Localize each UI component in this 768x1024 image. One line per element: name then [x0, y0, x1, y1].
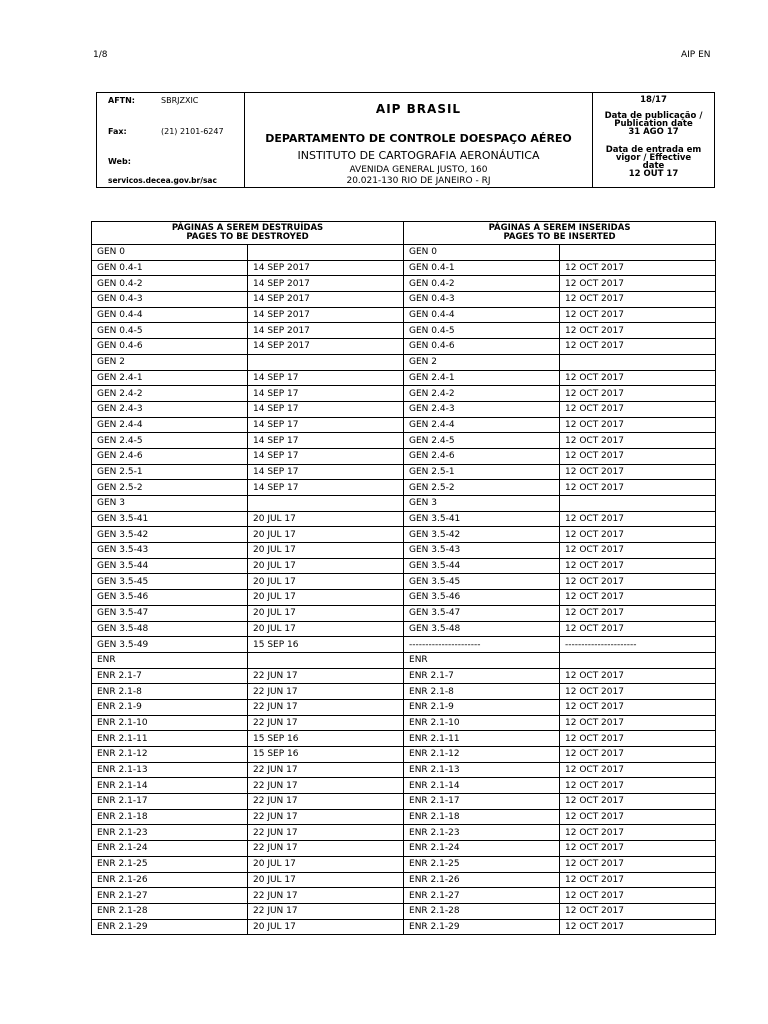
table-row: [92, 401, 716, 417]
destroyed-page-cell: GEN 2.5-2: [92, 480, 248, 496]
destroyed-page-cell: GEN 2.4-2: [92, 386, 248, 402]
table-row: [92, 684, 716, 700]
table-row: [92, 668, 716, 684]
inserted-page-cell: ENR 2.1-24: [404, 841, 560, 857]
destroyed-page-cell: GEN 0.4-4: [92, 307, 248, 323]
publication-date-label-2: Publication date: [614, 119, 693, 129]
inserted-date-cell: 12 OCT 2017: [560, 307, 716, 323]
table-row: [92, 260, 716, 276]
inserted-date-cell: 12 OCT 2017: [560, 590, 716, 606]
destroyed-date-cell: 15 SEP 16: [248, 731, 404, 747]
inserted-page-cell: GEN 3.5-46: [404, 590, 560, 606]
table-row: [92, 323, 716, 339]
destroyed-date-cell: 20 JUL 17: [248, 511, 404, 527]
web-label: Web:: [108, 157, 131, 166]
inserted-page-cell: ENR 2.1-13: [404, 762, 560, 778]
inserted-page-cell: GEN 3.5-45: [404, 574, 560, 590]
table-row: [92, 527, 716, 543]
address-line-2: 20.021-130 RIO DE JANEIRO - RJ: [346, 176, 491, 186]
table-row: [92, 652, 716, 668]
inserted-page-cell: GEN 0.4-1: [404, 260, 560, 276]
inserted-date-cell: 12 OCT 2017: [560, 715, 716, 731]
inserted-date-cell: 12 OCT 2017: [560, 574, 716, 590]
inserted-page-cell: ENR 2.1-23: [404, 825, 560, 841]
destroyed-page-cell: GEN 2.5-1: [92, 464, 248, 480]
table-row: [92, 558, 716, 574]
destroyed-date-cell: 22 JUN 17: [248, 794, 404, 810]
effective-date-label-2: vigor / Effective: [615, 153, 692, 163]
destroyed-date-cell: 14 SEP 2017: [248, 292, 404, 308]
destroyed-date-cell: 22 JUN 17: [248, 762, 404, 778]
destroyed-page-cell: GEN 3: [92, 496, 248, 512]
table-row: [92, 370, 716, 386]
destroyed-date-cell: 14 SEP 17: [248, 417, 404, 433]
table-row: [92, 778, 716, 794]
destroyed-page-cell: GEN 0.4-2: [92, 276, 248, 292]
destroyed-page-cell: GEN 2.4-5: [92, 433, 248, 449]
destroyed-page-cell: ENR 2.1-9: [92, 699, 248, 715]
inserted-date-cell: 12 OCT 2017: [560, 433, 716, 449]
inserted-date-cell: 12 OCT 2017: [560, 527, 716, 543]
inserted-pages-header: [404, 222, 716, 245]
destroyed-page-cell: ENR 2.1-11: [92, 731, 248, 747]
inserted-page-cell: GEN 2.4-2: [404, 386, 560, 402]
inserted-date-cell: [560, 496, 716, 512]
inserted-page-cell: ENR 2.1-10: [404, 715, 560, 731]
table-row: [92, 825, 716, 841]
destroyed-date-cell: 14 SEP 17: [248, 401, 404, 417]
destroyed-date-cell: 14 SEP 2017: [248, 276, 404, 292]
effective-date-label-1: Data de entrada em: [605, 145, 702, 155]
table-row: [92, 433, 716, 449]
destroyed-date-cell: 22 JUN 17: [248, 809, 404, 825]
destroyed-date-cell: 22 JUN 17: [248, 888, 404, 904]
destroyed-page-cell: ENR 2.1-17: [92, 794, 248, 810]
inserted-page-cell: ENR 2.1-26: [404, 872, 560, 888]
destroyed-page-cell: GEN 2.4-6: [92, 448, 248, 464]
inserted-page-cell: GEN 3.5-43: [404, 543, 560, 559]
inserted-date-cell: 12 OCT 2017: [560, 903, 716, 919]
inserted-date-cell: 12 OCT 2017: [560, 668, 716, 684]
destroyed-page-cell: GEN 3.5-49: [92, 637, 248, 653]
inserted-page-cell: GEN 0.4-4: [404, 307, 560, 323]
destroyed-page-cell: ENR 2.1-13: [92, 762, 248, 778]
inserted-page-cell: ENR: [404, 652, 560, 668]
destroyed-page-cell: GEN 3.5-44: [92, 558, 248, 574]
table-row: [92, 841, 716, 857]
destroyed-date-cell: 22 JUN 17: [248, 715, 404, 731]
destroyed-date-cell: 20 JUL 17: [248, 543, 404, 559]
inserted-date-cell: [560, 354, 716, 370]
inserted-page-cell: GEN 3.5-48: [404, 621, 560, 637]
destroyed-header-en: PAGES TO BE DESTROYED: [186, 232, 309, 242]
inserted-date-cell: 12 OCT 2017: [560, 794, 716, 810]
effective-date-label-3: date: [642, 161, 665, 171]
inserted-date-cell: 12 OCT 2017: [560, 401, 716, 417]
inserted-page-cell: GEN 3.5-47: [404, 605, 560, 621]
inserted-date-cell: 12 OCT 2017: [560, 841, 716, 857]
table-row: [92, 417, 716, 433]
inserted-date-cell: [560, 245, 716, 261]
table-row: [92, 354, 716, 370]
table-row: [92, 794, 716, 810]
inserted-page-cell: GEN 0.4-6: [404, 339, 560, 355]
table-row: [92, 809, 716, 825]
table-body: [92, 245, 716, 935]
table-row: [92, 903, 716, 919]
destroyed-page-cell: GEN 3.5-43: [92, 543, 248, 559]
destroyed-date-cell: 20 JUL 17: [248, 558, 404, 574]
inserted-date-cell: 12 OCT 2017: [560, 747, 716, 763]
destroyed-date-cell: 22 JUN 17: [248, 699, 404, 715]
table-header-row: [92, 222, 716, 245]
inserted-page-cell: GEN 2.4-3: [404, 401, 560, 417]
destroyed-date-cell: 22 JUN 17: [248, 841, 404, 857]
effective-date: 12 OUT 17: [628, 169, 679, 179]
destroyed-page-cell: ENR 2.1-10: [92, 715, 248, 731]
destroyed-date-cell: 20 JUL 17: [248, 605, 404, 621]
contact-panel: [97, 93, 245, 187]
table-row: [92, 543, 716, 559]
inserted-date-cell: 12 OCT 2017: [560, 825, 716, 841]
destroyed-page-cell: GEN 0.4-5: [92, 323, 248, 339]
inserted-date-cell: ----------------------: [560, 637, 716, 653]
destroyed-date-cell: 22 JUN 17: [248, 668, 404, 684]
table-row: [92, 715, 716, 731]
table-row: [92, 919, 716, 935]
inserted-date-cell: 12 OCT 2017: [560, 699, 716, 715]
inserted-page-cell: GEN 2: [404, 354, 560, 370]
destroyed-date-cell: 14 SEP 2017: [248, 339, 404, 355]
destroyed-page-cell: GEN 2.4-3: [92, 401, 248, 417]
destroyed-page-cell: ENR 2.1-18: [92, 809, 248, 825]
inserted-page-cell: ENR 2.1-29: [404, 919, 560, 935]
destroyed-page-cell: GEN 2: [92, 354, 248, 370]
destroyed-page-cell: GEN 3.5-48: [92, 621, 248, 637]
inserted-date-cell: 12 OCT 2017: [560, 543, 716, 559]
table-row: [92, 731, 716, 747]
inserted-page-cell: ENR 2.1-25: [404, 856, 560, 872]
inserted-date-cell: 12 OCT 2017: [560, 762, 716, 778]
destroyed-date-cell: 14 SEP 2017: [248, 323, 404, 339]
table-row: [92, 276, 716, 292]
inserted-page-cell: ENR 2.1-8: [404, 684, 560, 700]
table-row: [92, 511, 716, 527]
destroyed-date-cell: 20 JUL 17: [248, 590, 404, 606]
inserted-date-cell: 12 OCT 2017: [560, 558, 716, 574]
dates-panel: [593, 93, 714, 187]
table-row: [92, 496, 716, 512]
destroyed-page-cell: ENR: [92, 652, 248, 668]
destroyed-date-cell: 14 SEP 2017: [248, 307, 404, 323]
inserted-page-cell: ENR 2.1-14: [404, 778, 560, 794]
publication-title: AIP BRASIL: [375, 102, 462, 116]
inserted-page-cell: GEN 2.4-6: [404, 448, 560, 464]
destroyed-page-cell: GEN 3.5-41: [92, 511, 248, 527]
destroyed-date-cell: 20 JUL 17: [248, 527, 404, 543]
table-row: [92, 292, 716, 308]
inserted-header-pt: PÁGINAS A SEREM INSERIDAS: [488, 222, 631, 233]
destroyed-date-cell: 20 JUL 17: [248, 574, 404, 590]
inserted-page-cell: GEN 3.5-41: [404, 511, 560, 527]
inserted-date-cell: 12 OCT 2017: [560, 417, 716, 433]
destroyed-page-cell: ENR 2.1-27: [92, 888, 248, 904]
destroyed-date-cell: 15 SEP 16: [248, 747, 404, 763]
destroyed-date-cell: 14 SEP 17: [248, 386, 404, 402]
table-row: [92, 699, 716, 715]
inserted-date-cell: 12 OCT 2017: [560, 684, 716, 700]
inserted-page-cell: ENR 2.1-17: [404, 794, 560, 810]
destroyed-date-cell: 15 SEP 16: [248, 637, 404, 653]
inserted-page-cell: GEN 0: [404, 245, 560, 261]
aftn-label: AFTN:: [108, 96, 136, 105]
inserted-page-cell: GEN 3.5-42: [404, 527, 560, 543]
table-row: [92, 872, 716, 888]
inserted-header-en: PAGES TO BE INSERTED: [503, 232, 616, 242]
destroyed-page-cell: ENR 2.1-12: [92, 747, 248, 763]
destroyed-page-cell: ENR 2.1-7: [92, 668, 248, 684]
inserted-page-cell: GEN 2.5-2: [404, 480, 560, 496]
inserted-page-cell: GEN 0.4-5: [404, 323, 560, 339]
table-row: [92, 856, 716, 872]
destroyed-page-cell: ENR 2.1-29: [92, 919, 248, 935]
destroyed-date-cell: 22 JUN 17: [248, 684, 404, 700]
table-row: [92, 621, 716, 637]
inserted-page-cell: ENR 2.1-7: [404, 668, 560, 684]
inserted-date-cell: 12 OCT 2017: [560, 370, 716, 386]
destroyed-page-cell: GEN 2.4-4: [92, 417, 248, 433]
destroyed-date-cell: 14 SEP 17: [248, 464, 404, 480]
destroyed-page-cell: ENR 2.1-8: [92, 684, 248, 700]
inserted-page-cell: ENR 2.1-9: [404, 699, 560, 715]
destroyed-date-cell: 14 SEP 17: [248, 370, 404, 386]
inserted-date-cell: 12 OCT 2017: [560, 888, 716, 904]
inserted-date-cell: 12 OCT 2017: [560, 919, 716, 935]
inserted-page-cell: ENR 2.1-28: [404, 903, 560, 919]
destroyed-page-cell: GEN 0.4-1: [92, 260, 248, 276]
publication-date-label-1: Data de publicação /: [604, 111, 703, 121]
destroyed-page-cell: GEN 0: [92, 245, 248, 261]
table-row: [92, 480, 716, 496]
inserted-page-cell: GEN 2.5-1: [404, 464, 560, 480]
inserted-date-cell: 12 OCT 2017: [560, 260, 716, 276]
department-name: DEPARTAMENTO DE CONTROLE DOESPAÇO AÉREO: [265, 132, 572, 145]
inserted-page-cell: ENR 2.1-11: [404, 731, 560, 747]
inserted-date-cell: 12 OCT 2017: [560, 511, 716, 527]
inserted-page-cell: ----------------------: [404, 637, 560, 653]
table-row: [92, 888, 716, 904]
inserted-page-cell: GEN 2.4-5: [404, 433, 560, 449]
destroyed-page-cell: GEN 0.4-3: [92, 292, 248, 308]
inserted-page-cell: ENR 2.1-27: [404, 888, 560, 904]
inserted-page-cell: GEN 2.4-4: [404, 417, 560, 433]
fax-label: Fax:: [108, 127, 127, 136]
destroyed-page-cell: ENR 2.1-24: [92, 841, 248, 857]
table-row: [92, 762, 716, 778]
fax-value: (21) 2101-6247: [161, 127, 224, 136]
table-row: [92, 307, 716, 323]
destroyed-page-cell: ENR 2.1-28: [92, 903, 248, 919]
destroyed-date-cell: 22 JUN 17: [248, 903, 404, 919]
destroyed-date-cell: 22 JUN 17: [248, 778, 404, 794]
inserted-page-cell: GEN 2.4-1: [404, 370, 560, 386]
publication-date: 31 AGO 17: [628, 127, 679, 137]
inserted-page-cell: GEN 3.5-44: [404, 558, 560, 574]
inserted-page-cell: ENR 2.1-18: [404, 809, 560, 825]
destroyed-page-cell: GEN 0.4-6: [92, 339, 248, 355]
table-row: [92, 747, 716, 763]
inserted-date-cell: [560, 652, 716, 668]
inserted-date-cell: 12 OCT 2017: [560, 856, 716, 872]
inserted-date-cell: 12 OCT 2017: [560, 323, 716, 339]
destroyed-date-cell: 14 SEP 17: [248, 433, 404, 449]
inserted-date-cell: 12 OCT 2017: [560, 276, 716, 292]
destroyed-date-cell: [248, 496, 404, 512]
destroyed-page-cell: ENR 2.1-26: [92, 872, 248, 888]
destroyed-page-cell: GEN 3.5-47: [92, 605, 248, 621]
web-value: servicos.decea.gov.br/sac: [108, 176, 217, 185]
destroyed-date-cell: 20 JUL 17: [248, 621, 404, 637]
inserted-date-cell: 12 OCT 2017: [560, 731, 716, 747]
document-tag: AIP EN: [681, 50, 711, 60]
inserted-date-cell: 12 OCT 2017: [560, 778, 716, 794]
page-changes-table: [91, 221, 716, 935]
destroyed-page-cell: GEN 3.5-45: [92, 574, 248, 590]
destroyed-page-cell: GEN 2.4-1: [92, 370, 248, 386]
destroyed-page-cell: ENR 2.1-23: [92, 825, 248, 841]
destroyed-date-cell: 20 JUL 17: [248, 872, 404, 888]
destroyed-date-cell: [248, 652, 404, 668]
destroyed-header-pt: PÁGINAS A SEREM DESTRUÍDAS: [171, 222, 324, 233]
destroyed-date-cell: 20 JUL 17: [248, 919, 404, 935]
institute-name: INSTITUTO DE CARTOGRAFIA AERONÁUTICA: [297, 149, 540, 162]
table-row: [92, 386, 716, 402]
inserted-date-cell: 12 OCT 2017: [560, 621, 716, 637]
inserted-page-cell: GEN 0.4-2: [404, 276, 560, 292]
table-row: [92, 590, 716, 606]
table-row: [92, 605, 716, 621]
table-row: [92, 339, 716, 355]
destroyed-page-cell: GEN 3.5-42: [92, 527, 248, 543]
destroyed-date-cell: 14 SEP 17: [248, 480, 404, 496]
destroyed-date-cell: 14 SEP 2017: [248, 260, 404, 276]
aftn-value: SBRJZXIC: [161, 96, 199, 105]
destroyed-page-cell: ENR 2.1-14: [92, 778, 248, 794]
table-row: [92, 464, 716, 480]
destroyed-date-cell: 20 JUL 17: [248, 856, 404, 872]
address-line-1: AVENIDA GENERAL JUSTO, 160: [349, 165, 488, 175]
inserted-date-cell: 12 OCT 2017: [560, 605, 716, 621]
inserted-date-cell: 12 OCT 2017: [560, 448, 716, 464]
publication-header: [96, 92, 715, 188]
page-number: 1/8: [93, 50, 108, 60]
inserted-date-cell: 12 OCT 2017: [560, 339, 716, 355]
inserted-page-cell: GEN 0.4-3: [404, 292, 560, 308]
table-row: [92, 448, 716, 464]
destroyed-date-cell: 14 SEP 17: [248, 448, 404, 464]
inserted-date-cell: 12 OCT 2017: [560, 872, 716, 888]
inserted-date-cell: 12 OCT 2017: [560, 480, 716, 496]
table-row: [92, 574, 716, 590]
inserted-date-cell: 12 OCT 2017: [560, 386, 716, 402]
destroyed-page-cell: ENR 2.1-25: [92, 856, 248, 872]
table-row: [92, 637, 716, 653]
inserted-date-cell: 12 OCT 2017: [560, 464, 716, 480]
inserted-page-cell: ENR 2.1-12: [404, 747, 560, 763]
destroyed-date-cell: 22 JUN 17: [248, 825, 404, 841]
inserted-date-cell: 12 OCT 2017: [560, 292, 716, 308]
destroyed-page-cell: GEN 3.5-46: [92, 590, 248, 606]
destroyed-date-cell: [248, 245, 404, 261]
destroyed-date-cell: [248, 354, 404, 370]
inserted-date-cell: 12 OCT 2017: [560, 809, 716, 825]
amendment-number: 18/17: [640, 95, 667, 105]
inserted-page-cell: GEN 3: [404, 496, 560, 512]
destroyed-pages-header: [92, 222, 404, 245]
table-row: [92, 245, 716, 261]
title-panel: [245, 93, 593, 187]
